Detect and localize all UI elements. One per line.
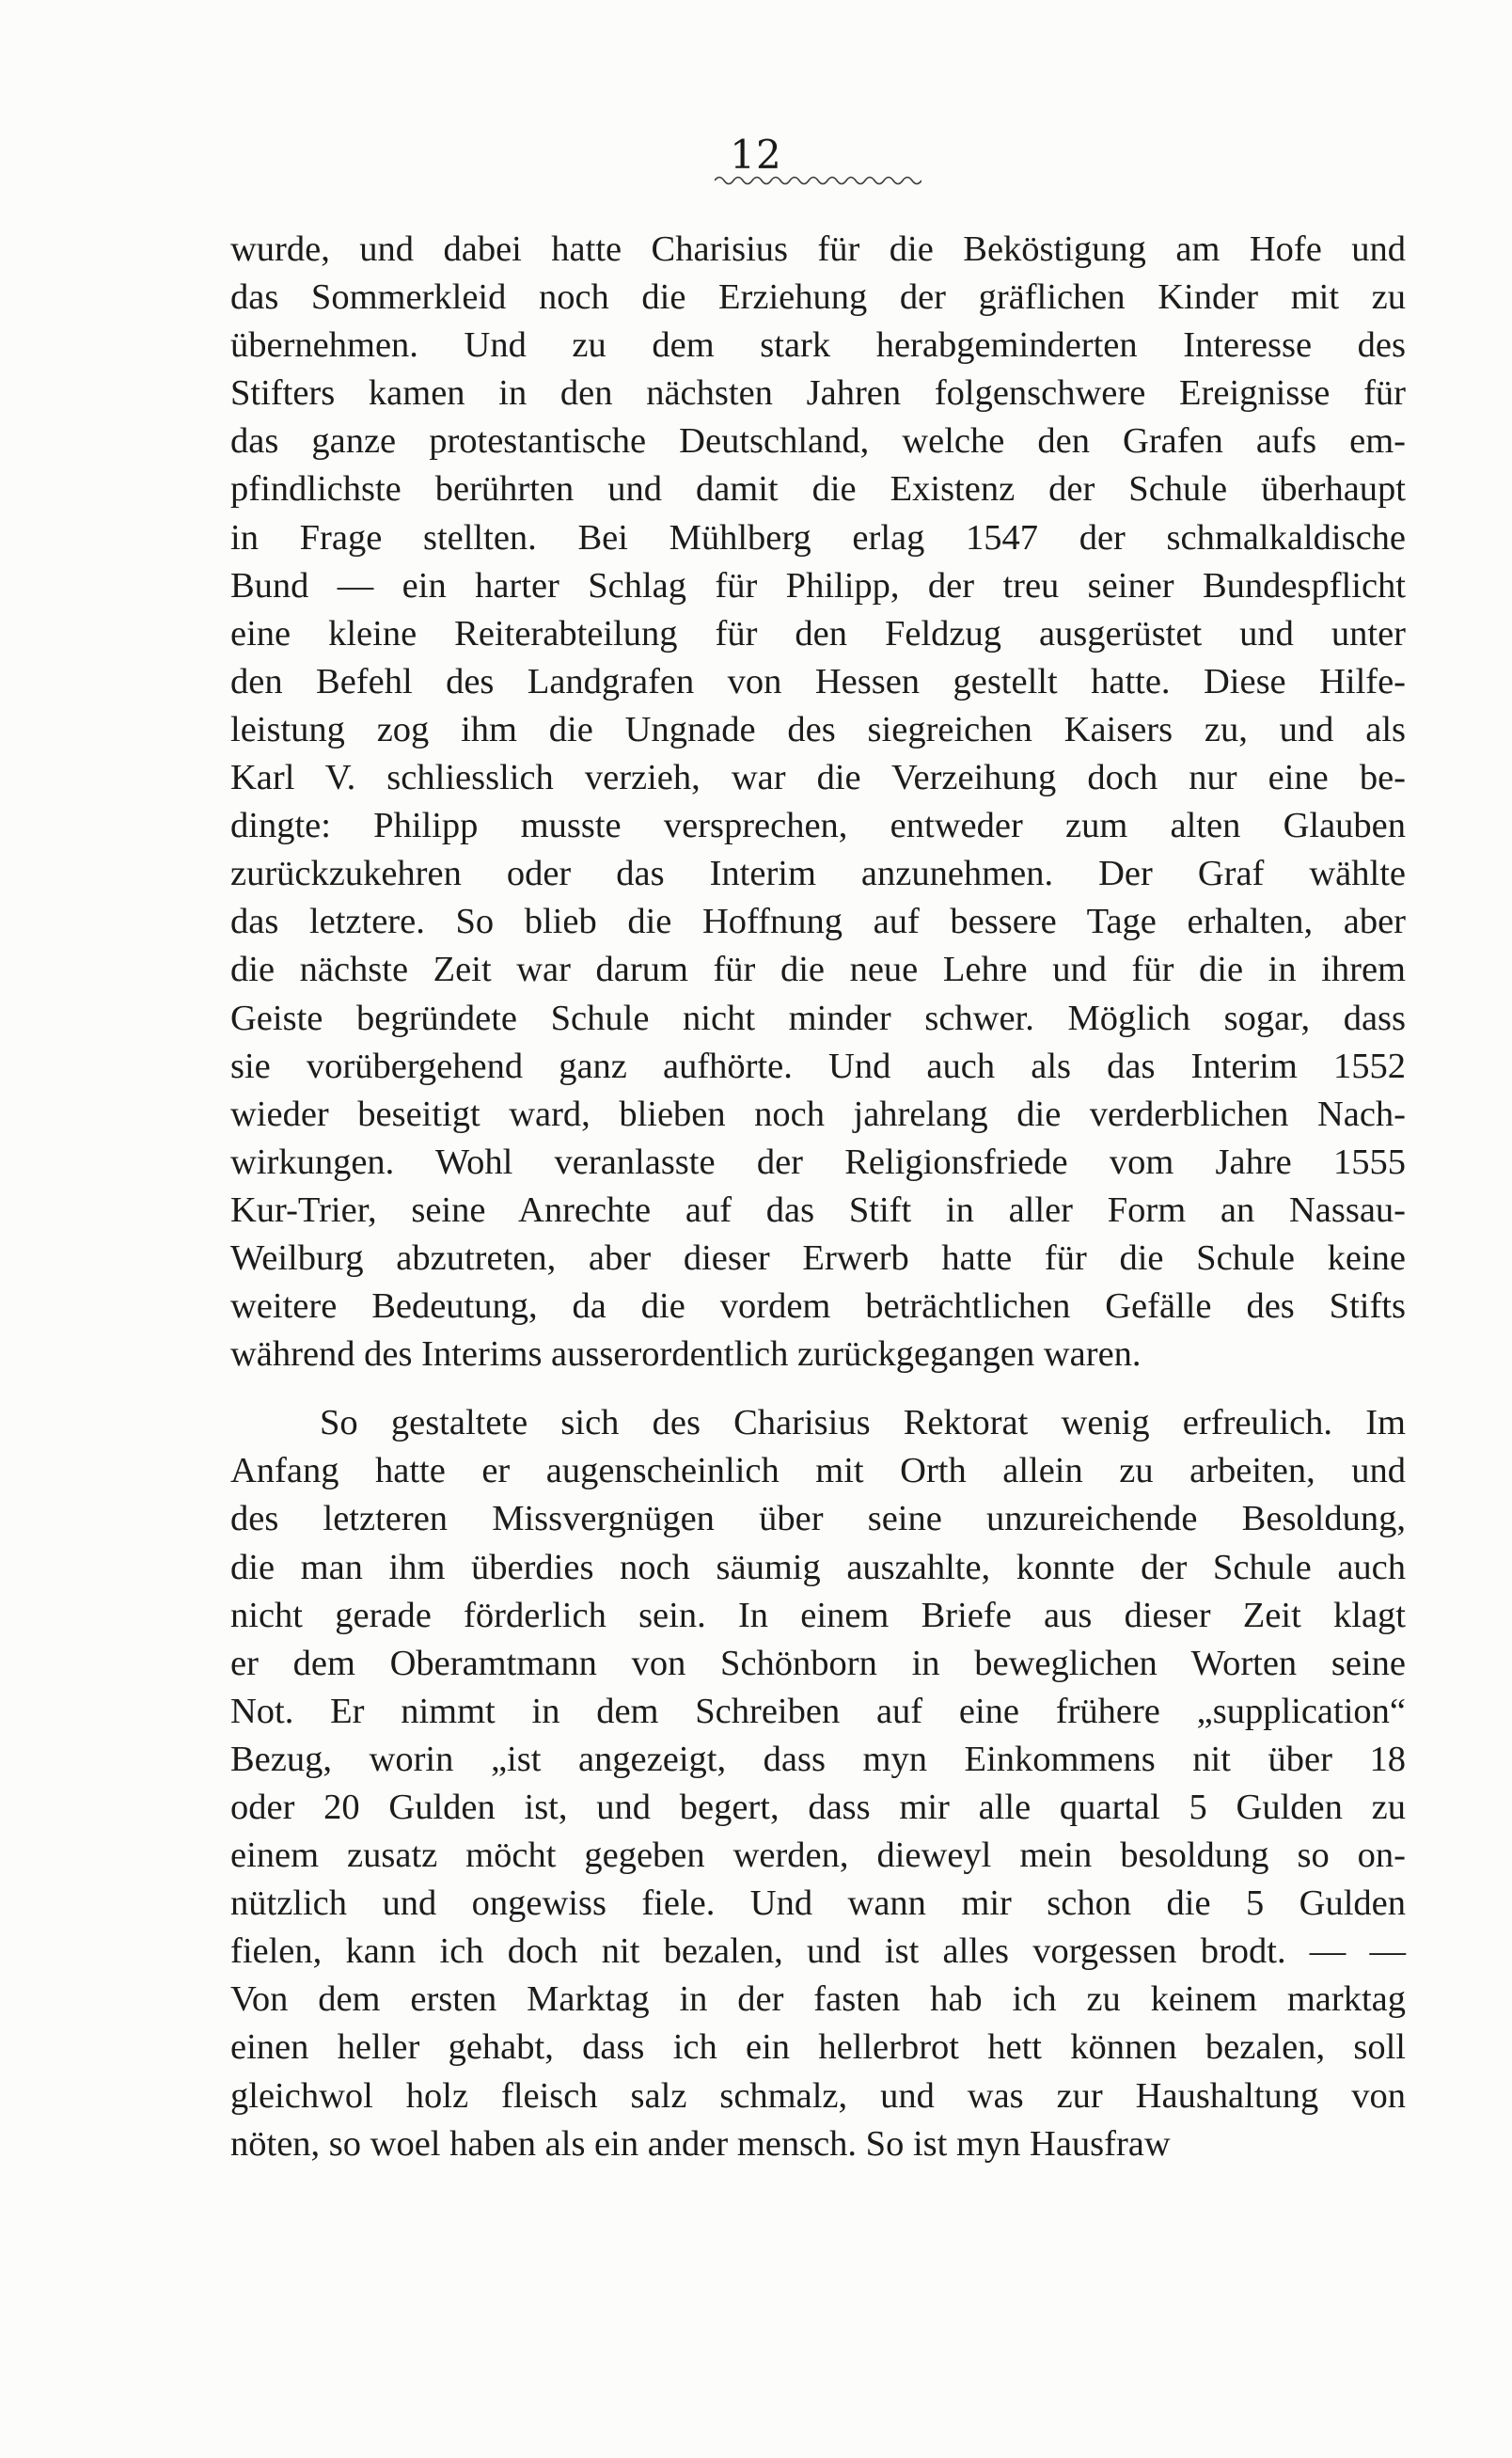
text-line: übernehmen. Und zu dem stark herabgeminderten Interesse des	[230, 325, 1406, 366]
text-line: Not. Er nimmt in dem Schreiben auf eine frühere „supplication“	[230, 1691, 1406, 1731]
text-line: leistung zog ihm die Ungnade des siegreichen Kaisers zu, und als	[230, 709, 1406, 749]
text-line: nicht gerade förderlich sein. In einem Briefe aus dieser Zeit klagt	[230, 1595, 1406, 1635]
text-line: Kur-Trier, seine Anrechte auf das Stift in aller Form an Nassau-	[230, 1190, 1406, 1230]
text-line: Anfang hatte er augenscheinlich mit Orth allein zu arbeiten, und	[230, 1451, 1406, 1491]
text-line: nöten, so woel haben als ein ander mensch. So ist myn Hausfraw	[230, 2123, 1171, 2164]
page-number: 12	[730, 132, 782, 178]
text-line: oder 20 Gulden ist, und begert, dass mir alle quartal 5 Gulden zu	[230, 1788, 1406, 1827]
text-line: pfindlichste berührten und damit die Existenz der Schule überhaupt	[230, 469, 1406, 510]
text-line: in Frage stellten. Bei Mühlberg erlag 1547 der schmalkaldische	[230, 517, 1406, 558]
text-line: er dem Oberamtmann von Schönborn in beweglichen Worten seine	[230, 1643, 1406, 1683]
text-line: den Befehl des Landgrafen von Hessen gestellt hatte. Diese Hilfe-	[230, 661, 1406, 701]
text-line: wirkungen. Wohl veranlasste der Religionsfriede vom Jahre 1555	[230, 1142, 1406, 1182]
text-line: fielen, kann ich doch nit bezalen, und ist alles vorgessen brodt. — —	[230, 1931, 1406, 1972]
text-line: wurde, und dabei hatte Charisius für die Beköstigung am Hofe und	[230, 229, 1406, 269]
text-line: des letzteren Missvergnügen über seine unzureichende Besoldung,	[230, 1499, 1406, 1539]
text-line: einem zusatz möcht gegeben werden, dieweyl mein besoldung so on-	[230, 1836, 1406, 1876]
text-line: zurückzukehren oder das Interim anzunehmen. Der Graf wählte	[230, 854, 1406, 894]
text-line: weitere Bedeutung, da die vordem beträchtlichen Gefälle des Stifts	[230, 1286, 1406, 1327]
text-line: die man ihm überdies noch säumig auszahlte, konnte der Schule auch	[230, 1547, 1406, 1587]
paragraph	[230, 1399, 1406, 2168]
text-line: wieder beseitigt ward, blieben noch jahrelang die verderblichen Nach-	[230, 1094, 1406, 1134]
text-line: während des Interims ausserordentlich zurückgegangen waren.	[230, 1334, 1142, 1375]
body-text	[230, 226, 1406, 2168]
text-line: die nächste Zeit war darum für die neue Lehre und für die in ihrem	[230, 950, 1406, 990]
text-line: einen heller gehabt, dass ich ein hellerbrot hett können bezalen, soll	[230, 2027, 1406, 2068]
wavy-rule-ornament	[715, 174, 921, 187]
text-line: das ganze protestantische Deutschland, welche den Grafen aufs em-	[230, 421, 1406, 462]
paragraph	[230, 226, 1406, 1379]
paragraph-gap	[230, 1379, 1406, 1399]
text-line: Stifters kamen in den nächsten Jahren folgenschwere Ereignisse für	[230, 373, 1406, 414]
text-line: das letztere. So blieb die Hoffnung auf bessere Tage erhalten, aber	[230, 902, 1406, 942]
text-line: sie vorübergehend ganz aufhörte. Und auch als das Interim 1552	[230, 1046, 1406, 1086]
text-line: das Sommerkleid noch die Erziehung der gräflichen Kinder mit zu	[230, 277, 1406, 318]
text-line: Geiste begründete Schule nicht minder schwer. Möglich sogar, dass	[230, 998, 1406, 1038]
text-line: gleichwol holz fleisch salz schmalz, und was zur Haushaltung von	[230, 2075, 1406, 2116]
text-line: Weilburg abzutreten, aber dieser Erwerb hatte für die Schule keine	[230, 1237, 1406, 1278]
text-line: dingte: Philipp musste versprechen, entweder zum alten Glauben	[230, 806, 1406, 846]
text-line: eine kleine Reiterabteilung für den Feldzug ausgerüstet und unter	[230, 613, 1406, 654]
text-line: nützlich und ongewiss fiele. Und wann mir schon die 5 Gulden	[230, 1883, 1406, 1924]
text-line: Bund — ein harter Schlag für Philipp, der treu seiner Bundespflicht	[230, 565, 1406, 606]
text-line: Karl V. schliesslich verzieh, war die Verzeihung doch nur eine be-	[230, 758, 1406, 798]
text-line: So gestaltete sich des Charisius Rektorat wenig erfreulich. Im	[320, 1403, 1406, 1443]
text-line: Von dem ersten Marktag in der fasten hab ich zu keinem marktag	[230, 1979, 1406, 2020]
text-line: Bezug, worin „ist angezeigt, dass myn Einkommens nit über 18	[230, 1739, 1406, 1779]
